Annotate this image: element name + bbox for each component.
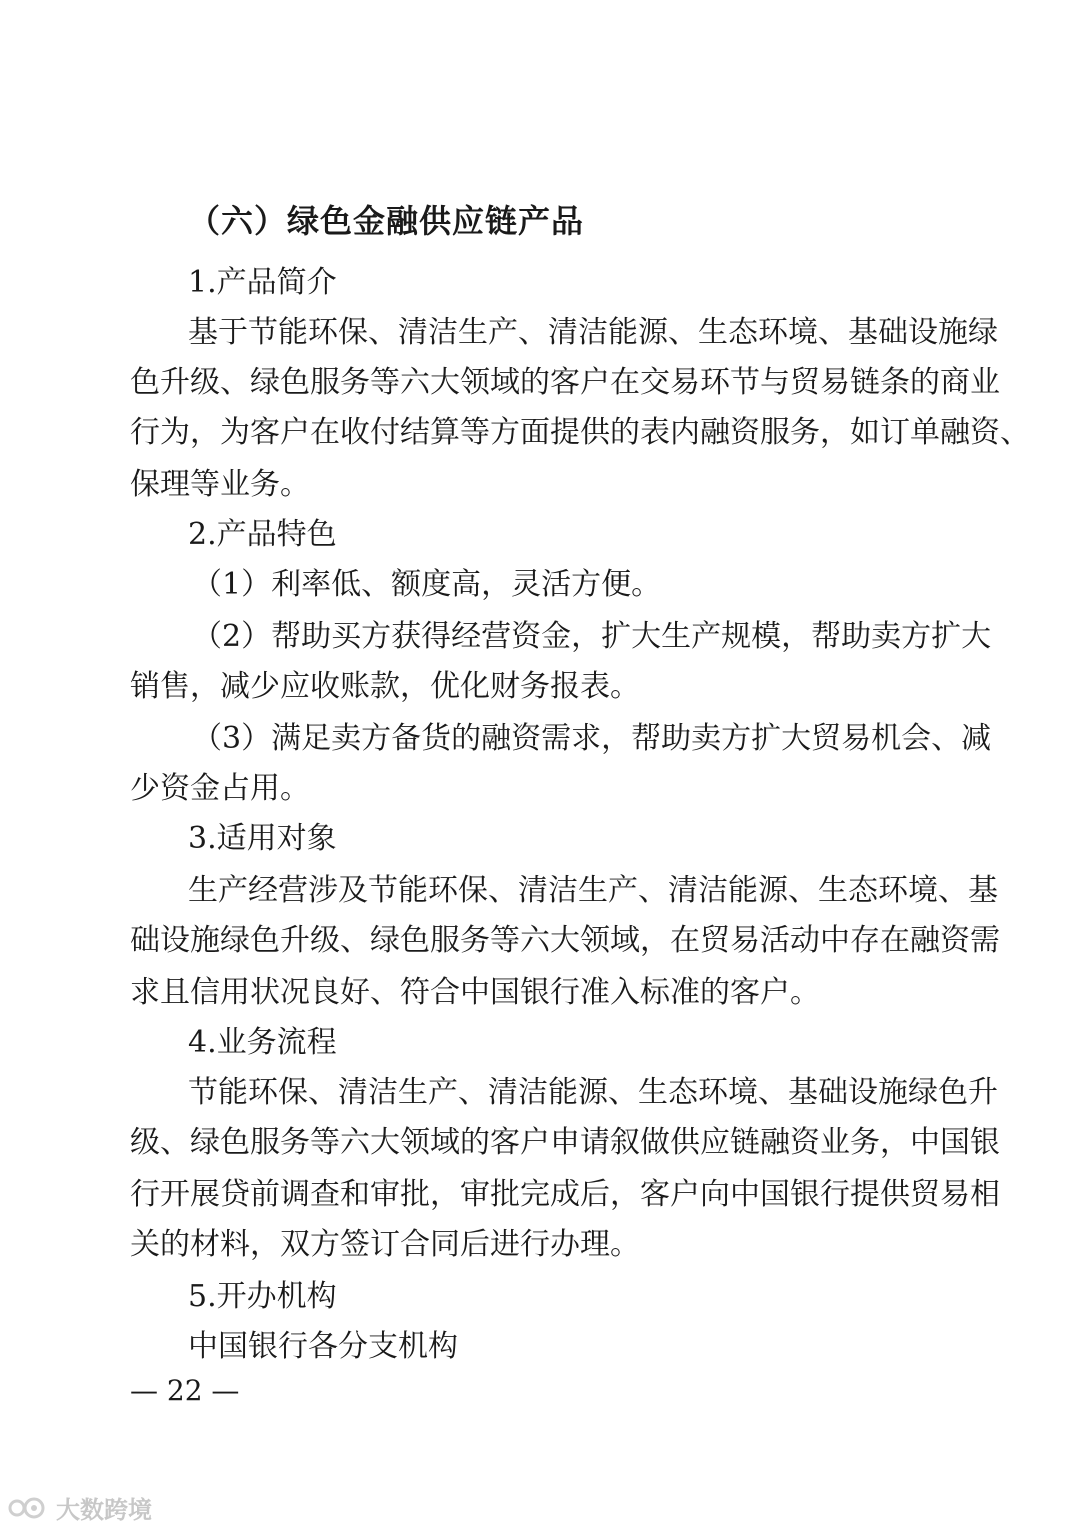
target-line-1: 生产经营涉及节能环保、清洁生产、清洁能源、生态环境、基 — [188, 873, 998, 908]
target-heading: 3.适用对象 — [188, 821, 337, 856]
feature-item-2: （2）帮助买方获得经营资金，扩大生产规模，帮助卖方扩大 — [192, 619, 992, 654]
process-line-2: 级、绿色服务等六大领域的客户申请叙做供应链融资业务，中国银 — [130, 1125, 1000, 1160]
feature-item-1: （1）利率低、额度高，灵活方便。 — [192, 567, 662, 602]
feature-item-2-cont: 销售，减少应收账款，优化财务报表。 — [130, 669, 640, 704]
process-heading: 4.业务流程 — [188, 1025, 337, 1060]
intro-line-2: 色升级、绿色服务等六大领域的客户在交易环节与贸易链条的商业 — [130, 365, 1000, 400]
institution-heading: 5.开办机构 — [188, 1279, 337, 1314]
features-heading: 2.产品特色 — [188, 517, 337, 552]
intro-line-1: 基于节能环保、清洁生产、清洁能源、生态环境、基础设施绿 — [188, 315, 998, 350]
feature-item-3-cont: 少资金占用。 — [130, 771, 310, 806]
intro-line-3: 行为，为客户在收付结算等方面提供的表内融资服务，如订单融资、 — [130, 415, 1030, 450]
process-line-3: 行开展贷前调查和审批，审批完成后，客户向中国银行提供贸易相 — [130, 1177, 1000, 1212]
watermark-text: 大数跨境 — [56, 1496, 152, 1524]
section-title: （六）绿色金融供应链产品 — [188, 202, 585, 240]
watermark — [8, 1490, 152, 1525]
intro-heading: 1.产品简介 — [188, 265, 337, 300]
feature-item-3: （3）满足卖方备货的融资需求，帮助卖方扩大贸易机会、减 — [192, 721, 992, 756]
process-line-1: 节能环保、清洁生产、清洁能源、生态环境、基础设施绿色升 — [188, 1075, 998, 1110]
target-line-2: 础设施绿色升级、绿色服务等六大领域，在贸易活动中存在融资需 — [130, 923, 1000, 958]
target-line-3: 求且信用状况良好、符合中国银行准入标准的客户。 — [130, 975, 820, 1010]
institution-text: 中国银行各分支机构 — [188, 1329, 458, 1364]
intro-line-4: 保理等业务。 — [130, 467, 310, 502]
page-number: — 22 — — [130, 1374, 240, 1407]
process-line-4: 关的材料，双方签订合同后进行办理。 — [130, 1227, 640, 1262]
watermark-logo-icon — [8, 1495, 50, 1521]
